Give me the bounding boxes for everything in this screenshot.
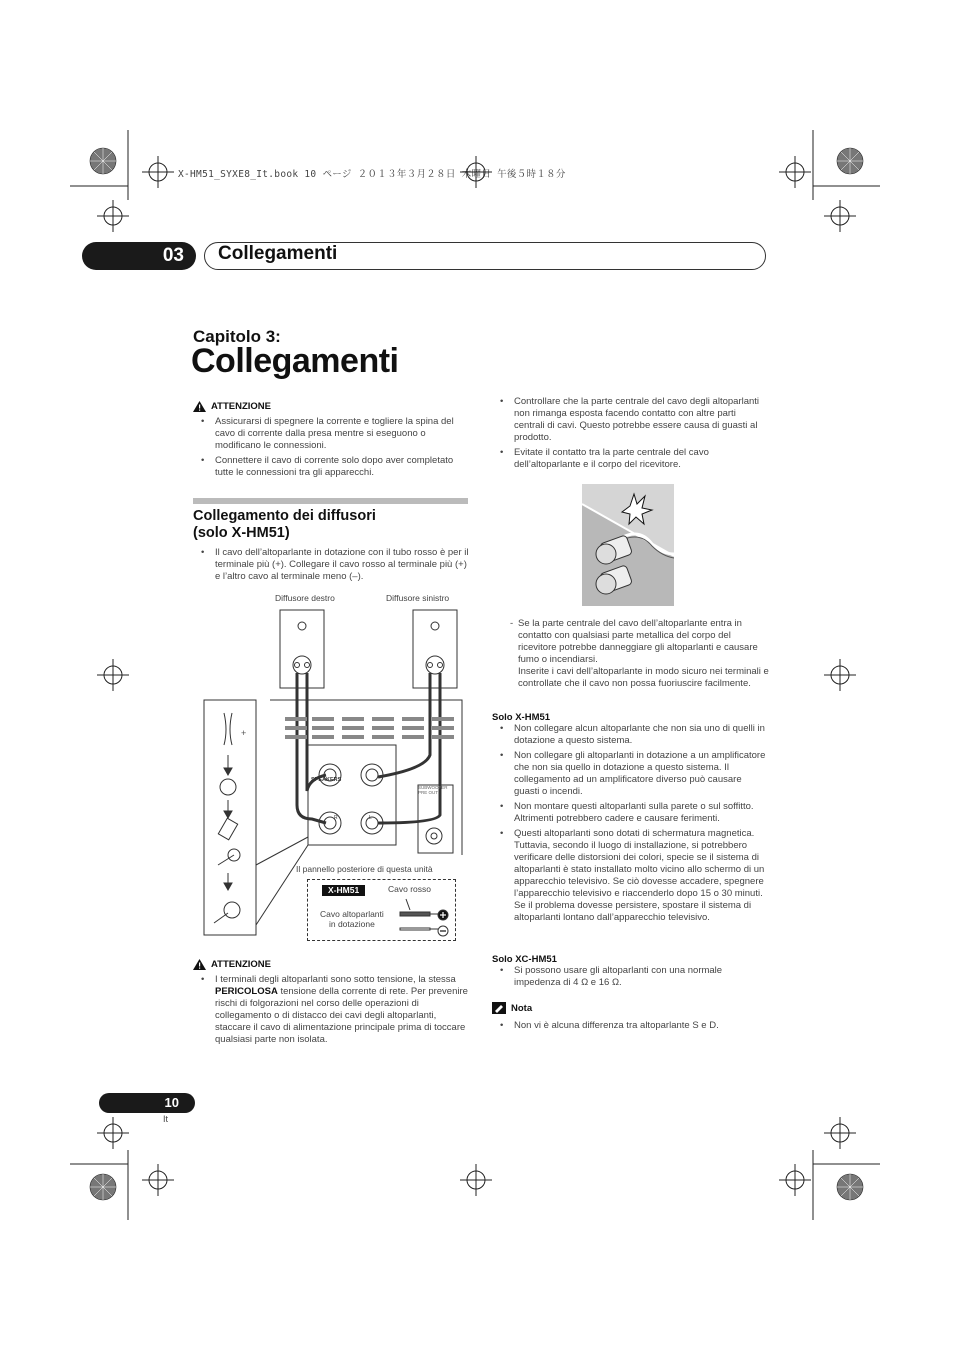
- list-item: [193, 974, 473, 1046]
- note-block: [492, 1002, 767, 1035]
- subsection-title: Solo XC-HM51: [492, 954, 557, 965]
- chapter-label: Capitolo 3:: [193, 327, 281, 346]
- solo-hm51-block: [492, 712, 767, 927]
- note-label: Nota: [511, 1002, 533, 1014]
- chapter-number: 03: [82, 242, 196, 270]
- speakers-panel-label: SPEAKERS: [311, 777, 342, 783]
- section-title-line: Collegamento dei diffusori: [193, 508, 376, 524]
- section-divider: [193, 498, 468, 504]
- print-header: X-HM51_SYXE8_It.book 10 ページ ２０１３年３月２８日 木曜日 午後５時１８分: [178, 169, 566, 180]
- subsection-title: Solo X-HM51: [492, 712, 551, 723]
- dash-note: - Se la parte centrale del cavo dell’altoparlante entra in contatto con qualsiasi parte metallica del corpo del ricevitore potrebbe danneggiare gli altoparlanti e causare fumo o incendiarsi. Inserite i cavi dell’altoparlante in modo sicuro nei terminali e controllate che il cavo non possa fuoriuscire facilmente.: [510, 618, 769, 689]
- list-item: • Il cavo dell’altoparlante in dotazione con il tubo rosso è per il terminale più (+). Collegare il cavo rosso al terminale più (+) e l’altro cavo al terminale meno (–).: [193, 547, 473, 583]
- dash-note-text: Inserite i cavi dell’altoparlante in modo sicuro nei terminali e controllate che il cavo non possa fuoriuscire facilmente.: [518, 666, 769, 689]
- subwoofer-label: SUBWOOFER PRE OUT: [418, 785, 448, 795]
- terminal-l-label: L: [369, 815, 372, 821]
- section-title: [193, 508, 468, 542]
- list-item: • Non montare questi altoparlanti sulla parete o sul soffitto. Altrimenti potrebbero cadere e causare ferimenti.: [492, 801, 767, 825]
- note-pencil-icon: [492, 1002, 506, 1014]
- contact-warning-illustration: [582, 484, 674, 606]
- list-item: • Non collegare gli altoparlanti in dotazione a un amplificatore che non sia quello in dotazione a questo sistema. Il collegamento ad un amplificatore diverso può causare guasti o incendi.: [492, 750, 767, 798]
- right-speaker-label: Diffusore destro: [275, 593, 335, 603]
- page-number: 10: [99, 1093, 195, 1113]
- model-badge: X-HM51: [322, 885, 365, 896]
- plus-label: +: [241, 728, 247, 738]
- solo-xc-block: [492, 954, 767, 992]
- attention-block-2: [193, 959, 473, 1049]
- warning-icon: [193, 959, 206, 970]
- red-cable-label: Cavo rosso: [388, 884, 431, 894]
- supplied-cable-label: [320, 909, 384, 929]
- supplied-cable-line: in dotazione: [328, 919, 375, 929]
- dash-note-text: Se la parte centrale del cavo dell’altoparlante entra in contatto con qualsiasi parte metallica del corpo del ricevitore potrebbe danneggiare gli altoparlanti e causare fumo o incendiarsi.: [518, 618, 758, 665]
- section-title-line: (solo X-HM51): [193, 525, 290, 541]
- attention-block-1: [193, 401, 473, 482]
- cable-legend: [307, 879, 456, 941]
- attention-text: I terminali degli altoparlanti sono sotto tensione, la stessa: [215, 974, 456, 985]
- page-language: It: [163, 1114, 169, 1124]
- supplied-cable-line: Cavo altoparlanti: [320, 909, 384, 919]
- list-item: • Non vi è alcuna differenza tra altoparlante S e D.: [492, 1020, 767, 1032]
- left-speaker-label: Diffusore sinistro: [386, 593, 450, 603]
- warning-icon: [193, 401, 206, 412]
- chapter-title: Collegamenti: [218, 243, 338, 264]
- attention-emphasis: PERICOLOSA: [215, 986, 278, 997]
- rear-panel-label: Il pannello posteriore di questa unità: [296, 864, 433, 874]
- right-column-top: [492, 396, 767, 474]
- attention-label: ATTENZIONE: [211, 959, 271, 970]
- page-title: Collegamenti: [191, 342, 399, 380]
- cable-symbols: [396, 894, 454, 939]
- list-item: • Connettere il cavo di corrente solo dopo aver completato tutte le connessioni tra gli apparecchi.: [193, 455, 473, 479]
- section-body: [193, 547, 473, 586]
- list-item: • Non collegare alcun altoparlante che non sia uno di quelli in dotazione a questo sistema.: [492, 723, 767, 747]
- attention-label: ATTENZIONE: [211, 401, 271, 412]
- list-item: • Controllare che la parte centrale del cavo degli altoparlanti non rimanga esposta facendo contatto con altre parti centrali di cavi. Questo potrebbe essere causa di guasti al prodotto.: [492, 396, 767, 444]
- list-item: • Questi altoparlanti sono dotati di schermatura magnetica. Tuttavia, secondo il luogo di installazione, si potrebbero verificare delle distorsioni dei colori, specie se il sistema di altoparlanti è stato installato molto vicino allo schermo di un apparecchio televisivo. Se ciò dovesse accadere, spegnere l’apparecchio televisivo e riaccenderlo dopo 15 o 30 minuti. Se il problema dovesse persistere, spostare il sistema di altoparlanti lontano dall’apparecchio televisivo.: [492, 828, 767, 924]
- list-item: • Evitate il contatto tra la parte centrale del cavo dell’altoparlante e il corpo del ricevitore.: [492, 447, 767, 471]
- list-item: • Si possono usare gli altoparlanti con una normale impedenza di 4 Ω e 16 Ω.: [492, 965, 767, 989]
- attention-text: tensione della corrente di rete. Per prevenire rischi di folgorazioni nel corso delle operazioni di collegamento o di distacco dei cavi degli altoparlanti, staccare il cavo di alimentazione principale prima di toccare qualsiasi parte non isolata.: [215, 986, 468, 1045]
- terminal-r-label: R: [334, 815, 338, 821]
- list-item: • Assicurarsi di spegnere la corrente e togliere la spina del cavo di corrente dalla presa mentre si eseguono o modificano le connessioni.: [193, 416, 473, 452]
